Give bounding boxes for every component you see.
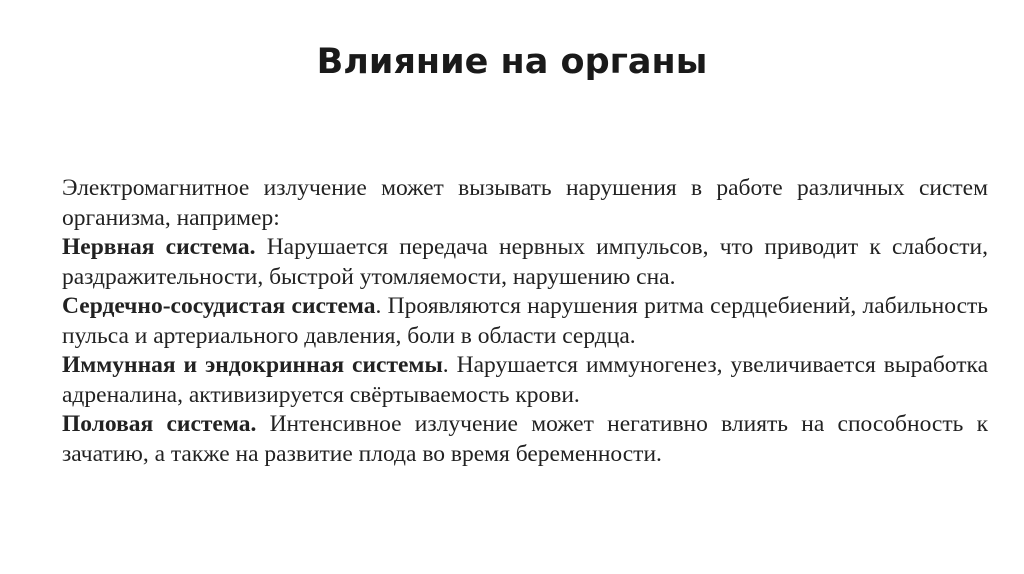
item-text: . Нарушается иммуногенез, увеличивается выработка адреналина, активизируется свёртываемость крови. xyxy=(62,352,988,408)
item-text: Нарушается передача нервных импульсов, что приводит к слабости, раздражительности, быстрой утомляемости, нарушению сна. xyxy=(62,234,988,290)
item-immune-endocrine-systems xyxy=(62,351,988,410)
item-cardiovascular-system xyxy=(62,292,988,351)
item-term: Иммунная и эндокринная системы xyxy=(62,352,443,378)
item-term: Половая система. xyxy=(62,411,257,437)
slide-body xyxy=(62,174,988,469)
item-term: Сердечно-сосудистая система xyxy=(62,293,376,319)
slide-title: Влияние на органы xyxy=(316,42,708,82)
item-reproductive-system xyxy=(62,410,988,469)
item-text: . Проявляются нарушения ритма сердцебиений, лабильность пульса и артериального давления, боли в области сердца. xyxy=(62,293,988,349)
item-text: Интенсивное излучение может негативно влиять на способность к зачатию, а также на развитие плода во время беременности. xyxy=(62,411,988,467)
item-nervous-system xyxy=(62,233,988,292)
intro-paragraph: Электромагнитное излучение может вызывать нарушения в работе различных систем организма, например: xyxy=(62,175,988,231)
item-term: Нервная система. xyxy=(62,234,256,260)
